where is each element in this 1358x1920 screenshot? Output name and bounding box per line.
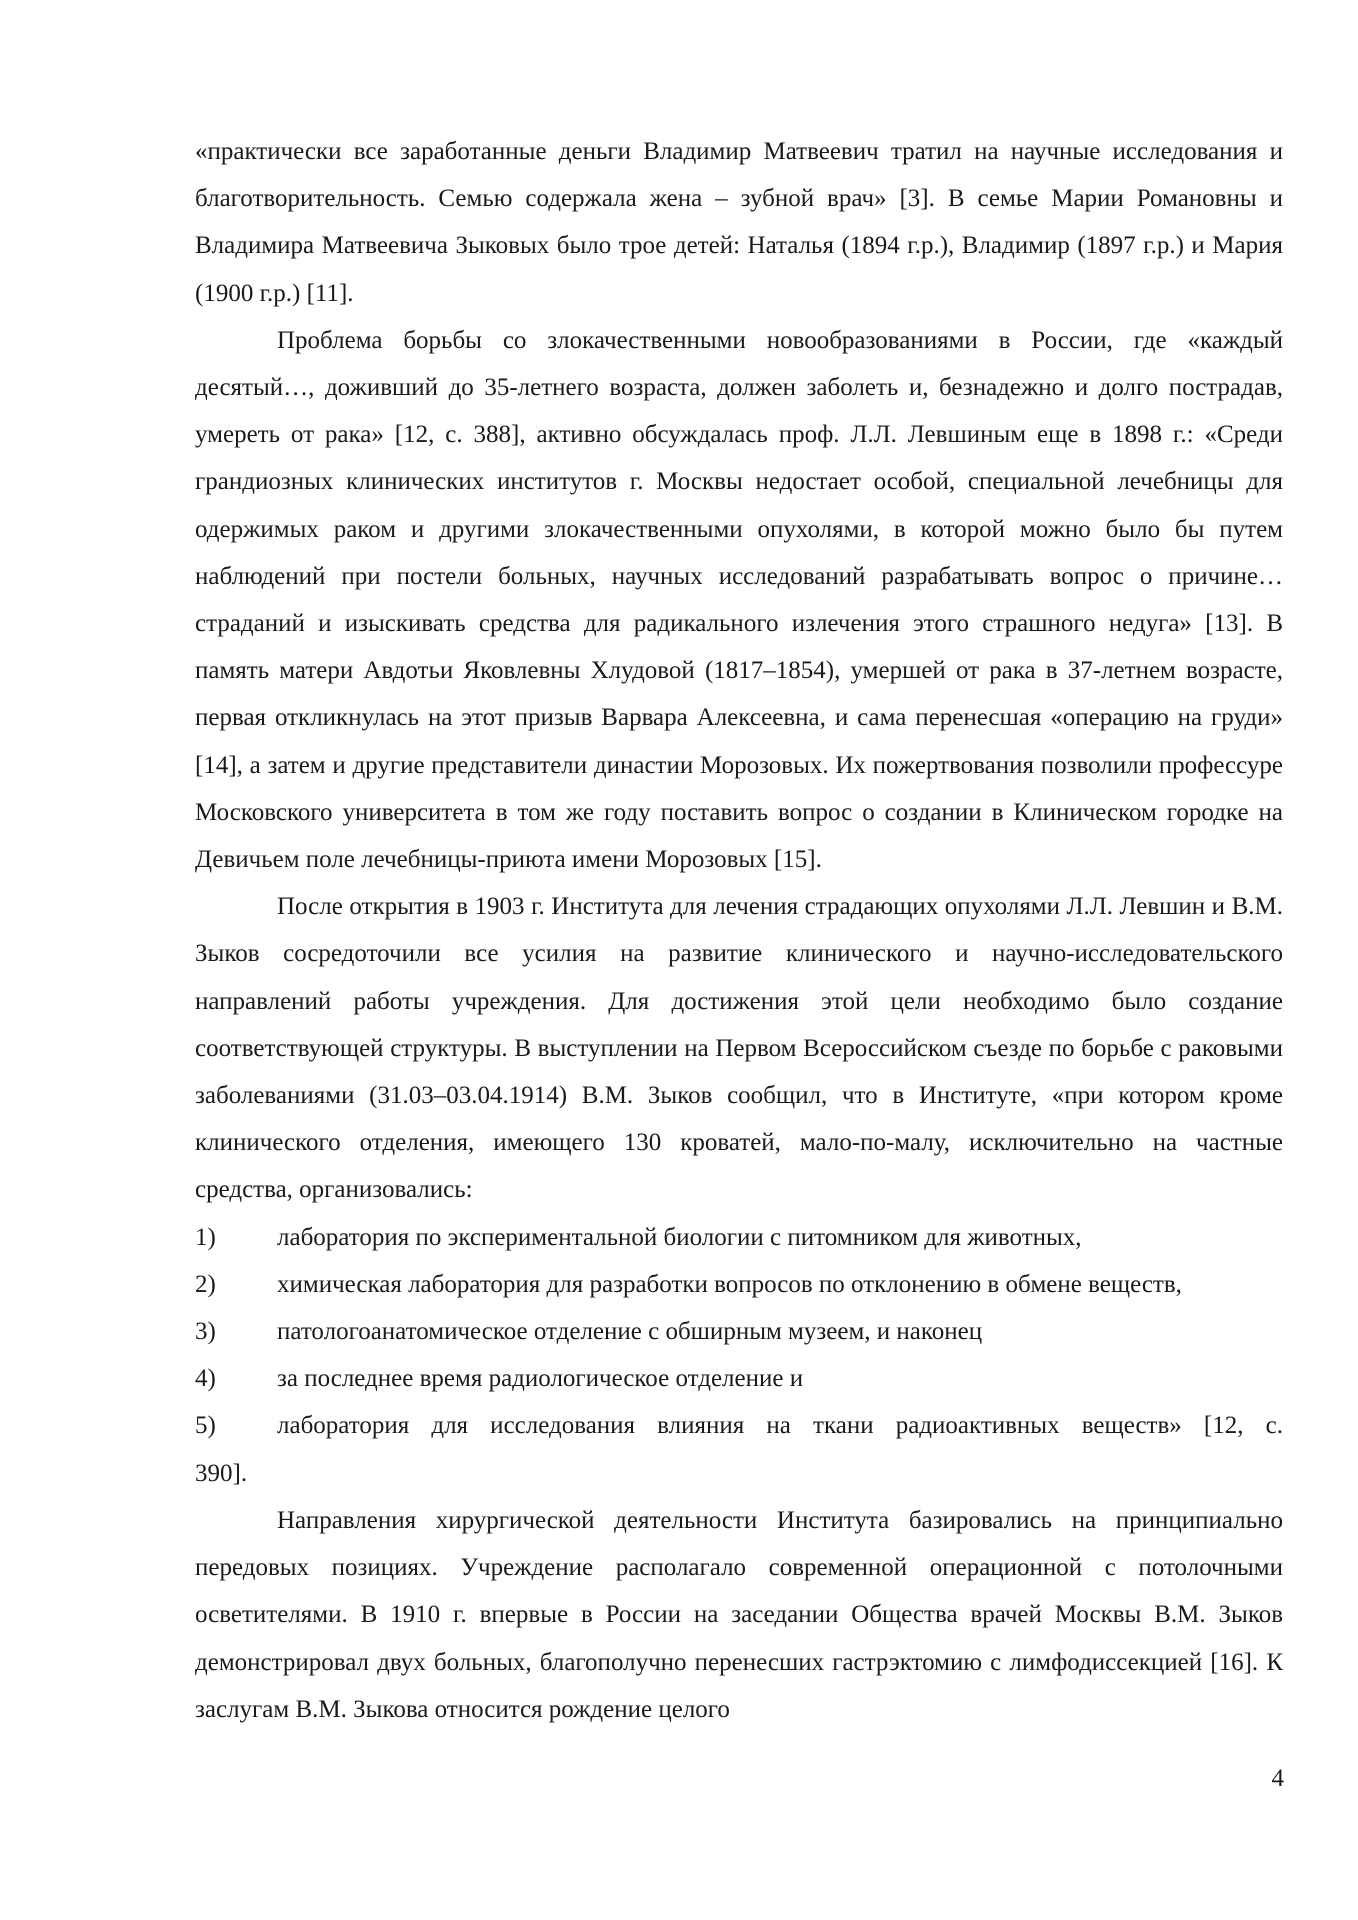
list-item bbox=[195, 1355, 1283, 1402]
list-item-number: 3) bbox=[195, 1318, 216, 1346]
list-item-number: 2) bbox=[195, 1270, 216, 1298]
list-item bbox=[195, 1308, 1283, 1355]
list-item-number: 4) bbox=[195, 1365, 216, 1393]
list-item-text: лаборатория по экспериментальной биологии с питомником для животных, bbox=[277, 1223, 1082, 1251]
list-item-text: за последнее время радиологическое отделение и bbox=[277, 1365, 804, 1393]
list-item bbox=[195, 1214, 1283, 1261]
page-number: 4 bbox=[1271, 1765, 1284, 1792]
list-item-number: 1) bbox=[195, 1223, 216, 1251]
page-body bbox=[195, 128, 1283, 1733]
paragraph-3: После открытия в 1903 г. Института для лечения страдающих опухолями Л.Л. Левшин и В.М. Зыков сосредоточили все усилия на развитие клинического и научно-исследовательского направлений работы учреждения. Для достижения этой цели необходимо было создание соответствующей структуры. В выступлении на Первом Всероссийском съезде по борьбе с раковыми заболеваниями (31.03–03.04.1914) В.М. Зыков сообщил, что в Институте, «при котором кроме клинического отделения, имеющего 130 кроватей, мало-по-малу, исключительно на частные средства, организовались: bbox=[195, 893, 1283, 1204]
paragraph-1: «практически все заработанные деньги Владимир Матвеевич тратил на научные исследования и благотворительность. Семью содержала жена – зубной врач» [3]. В семье Марии Романовны и Владимира Матвеевича Зыковых было трое детей: Наталья (1894 г.р.), Владимир (1897 г.р.) и Мария (1900 г.р.) [11]. bbox=[195, 138, 1283, 307]
list-item bbox=[195, 1402, 1283, 1449]
paragraph-2: Проблема борьбы со злокачественными новообразованиями в России, где «каждый десятый…, доживший до 35-летнего возраста, должен заболеть и, безнадежно и долго пострадав, умереть от рака» [12, с. 388], активно обсуждалась проф. Л.Л. Левшиным еще в 1898 г.: «Среди грандиозных клинических институтов г. Москвы недостает особой, специальной лечебницы для одержимых раком и другими злокачественными опухолями, в которой можно было бы путем наблюдений при постели больных, научных исследований разрабатывать вопрос о причине… страданий и изыскивать средства для радикального излечения этого страшного недуга» [13]. В память матери Авдотьи Яковлевны Хлудовой (1817–1854), умершей от рака в 37-летнем возрасте, первая откликнулась на этот призыв Варвара Алексеевна, и сама перенесшая «операцию на груди» [14], а затем и другие представители династии Морозовых. Их пожертвования позволили профессуре Московского университета в том же году поставить вопрос о создании в Клиническом городке на Девичьем поле лечебницы-приюта имени Морозовых [15]. bbox=[195, 326, 1283, 874]
list-item-text: химическая лаборатория для разработки вопросов по отклонению в обмене веществ, bbox=[277, 1270, 1182, 1298]
list-item-text: патологоанатомическое отделение с обширным музеем, и наконец bbox=[277, 1318, 983, 1346]
list-item-number: 5) bbox=[195, 1412, 216, 1440]
list-item-text: лаборатория для исследования влияния на ткани радиоактивных веществ» [12, с. bbox=[277, 1412, 1283, 1440]
list-item bbox=[195, 1261, 1283, 1308]
list-continuation: 390]. bbox=[195, 1459, 248, 1487]
paragraph-4: Направления хирургической деятельности Института базировались на принципиально передовых позициях. Учреждение располагало современной операционной с потолочными осветителями. В 1910 г. впервые в России на заседании Общества врачей Москвы В.М. Зыков демонстрировал двух больных, благополучно перенесших гастрэктомию с лимфодиссекцией [16]. К заслугам В.М. Зыкова относится рождение целого bbox=[195, 1506, 1283, 1723]
